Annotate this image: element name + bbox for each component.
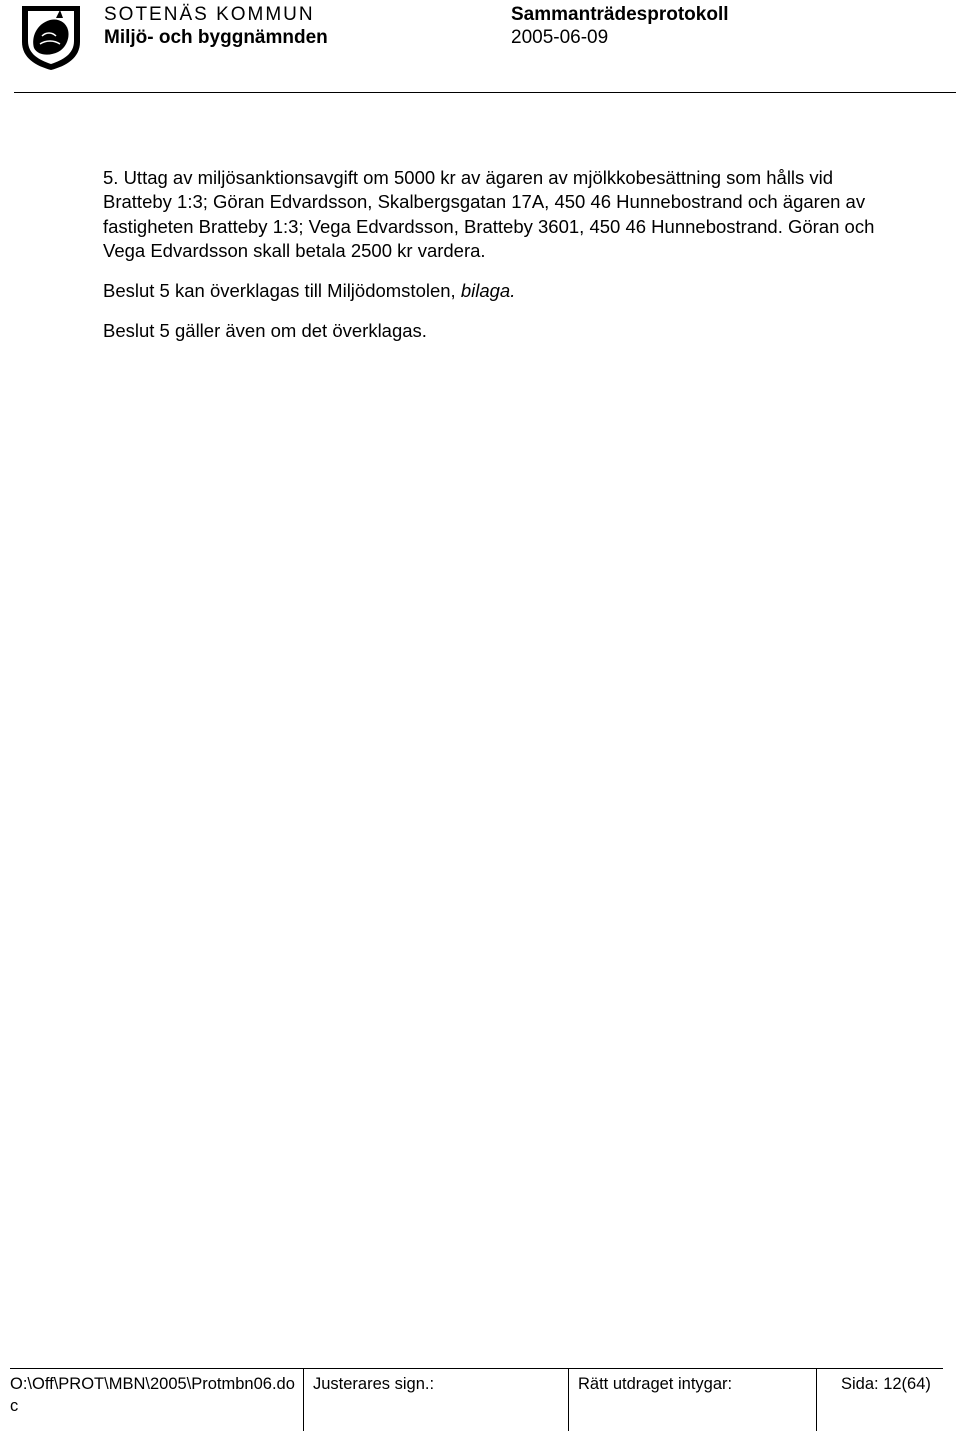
footer-file-path: O:\Off\PROT\MBN\2005\Protmbn06.doc [10, 1375, 295, 1415]
header-divider [14, 92, 956, 93]
attachment-reference: bilaga. [460, 280, 516, 302]
footer-page-number: Sida: 12(64) [816, 1369, 943, 1431]
appeal-note [103, 279, 903, 303]
municipality-name: SOTENÄS KOMMUN [104, 4, 315, 25]
appeal-text: Beslut 5 kan överklagas till Miljödomstolen, [103, 280, 461, 302]
footer-certified-extract: Rätt utdraget intygar: [568, 1369, 816, 1431]
document-body [103, 166, 903, 344]
footer-adjuster-signature: Justerares sign.: [303, 1369, 568, 1431]
committee-name: Miljö- och byggnämnden [104, 27, 328, 48]
document-date: 2005-06-09 [511, 27, 609, 48]
decision-item-5: 5. Uttag av miljösanktionsavgift om 5000 kr av ägaren av mjölkkobesättning som hålls vid Bratteby 1:3; Göran Edvardsson, Skalbergsgatan 17A, 450 46 Hunnebostrand och ägaren av fastigheten Bratteby 1:3; Vega Edvardsson, Bratteby 3601, 450 46 Hunnebostrand. Göran och Vega Edvardsson skall betala 2500 kr vardera. [103, 167, 875, 261]
validity-note: Beslut 5 gäller även om det överklagas. [103, 320, 427, 342]
municipal-crest-icon [16, 2, 86, 72]
page-footer [10, 1368, 943, 1431]
document-type: Sammanträdesprotokoll [511, 4, 729, 25]
